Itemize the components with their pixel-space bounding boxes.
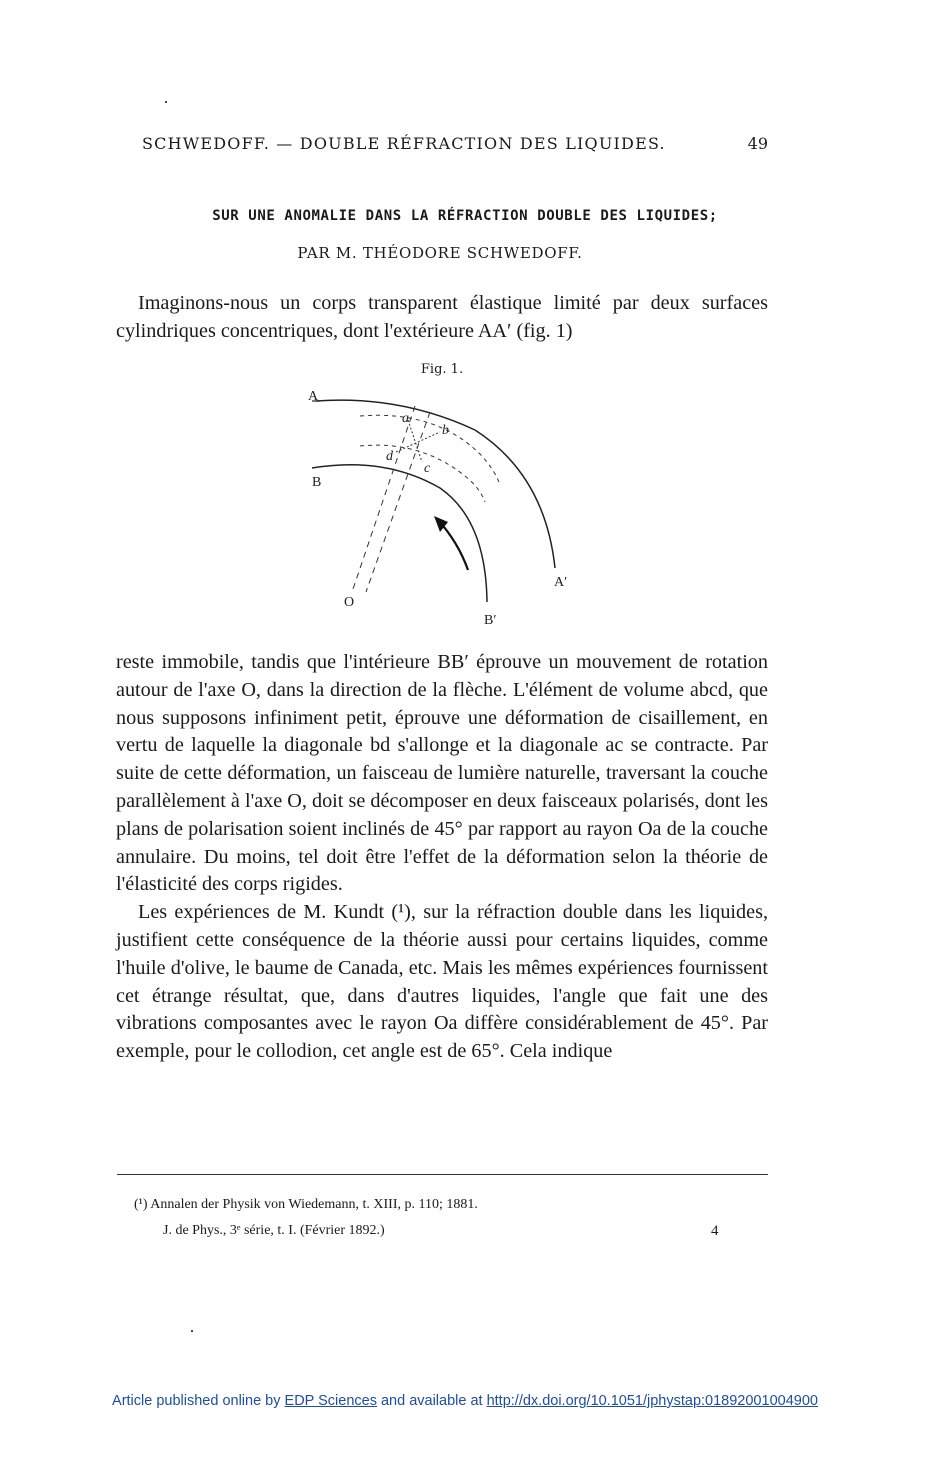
label-A-prime: A′ xyxy=(554,575,568,590)
publisher-middle: and available at xyxy=(380,1393,483,1409)
author-byline: PAR M. THÉODORE SCHWEDOFF. xyxy=(297,244,583,262)
footnote-rule xyxy=(117,1174,768,1175)
label-B: B xyxy=(312,475,322,490)
running-head xyxy=(142,134,782,153)
label-b: b xyxy=(442,423,449,438)
diagonal-ac xyxy=(408,420,422,462)
inner-cylinder-arc xyxy=(312,465,487,602)
footnote-1: (¹) Annalen der Physik von Wiedemann, t. XIII, p. 110; 1881. xyxy=(134,1197,478,1212)
dashed-arc-2 xyxy=(360,445,485,502)
paragraph-3: Les expériences de M. Kundt (¹), sur la réfraction double dans les liquides, justifient cette conséquence de la théorie aussi pour certains liquides, comme l'huile d'olive, le baume de Canada, etc. Mais les mêmes expériences fournissent cet étrange résultat, que, dans d'autres liquides, l'angle que fait une des vibrations composantes avec le rayon Oa diffère considérablement de 45°. Par exemple, pour le collodion, cet angle est de 65°. Cela indique xyxy=(116,901,768,1063)
journal-reference: J. de Phys., 3ᵉ série, t. I. (Février 1892.) xyxy=(163,1223,385,1238)
figure-caption: Fig. 1. xyxy=(420,362,464,377)
label-c: c xyxy=(424,461,431,476)
running-head-text: SCHWEDOFF. — DOUBLE RÉFRACTION DES LIQUIDES. xyxy=(142,134,666,153)
publisher-line xyxy=(0,1393,930,1409)
doi-link[interactable]: http://dx.doi.org/10.1051/jphystap:01892001004900 xyxy=(486,1393,818,1409)
outer-cylinder-arc xyxy=(316,400,555,568)
label-O: O xyxy=(344,595,355,610)
label-d: d xyxy=(386,449,393,464)
publisher-link[interactable]: EDP Sciences xyxy=(284,1393,377,1409)
scan-speck xyxy=(165,101,167,103)
figure-1-drawing xyxy=(290,380,610,630)
radial-line-1 xyxy=(352,406,415,592)
publisher-prefix: Article published online by xyxy=(112,1393,281,1409)
signature-mark: 4 xyxy=(711,1223,719,1239)
article-title: SUR UNE ANOMALIE DANS LA RÉFRACTION DOUBLE DES LIQUIDES; xyxy=(212,208,718,224)
paragraph-2: reste immobile, tandis que l'intérieure BB′ éprouve un mouvement de rotation autour de l'axe O, dans la direction de la flèche. L'élément de volume abcd, que nous supposons infiniment petit, éprouve une déformation de cisaillement, en vertu de laquelle la diagonale bd s'allonge et la diagonale ac se contracte. Par suite de cette déformation, un faisceau de lumière naturelle, traversant la couche parallèlement à l'axe O, doit se décomposer en deux faisceaux polarisés, dont les plans de polarisation soient inclinés de 45° par rapport au rayon Oa de la couche annulaire. Du moins, tel doit être l'effet de la déformation selon la théorie de l'élasticité des corps rigides. xyxy=(116,651,768,896)
scan-speck xyxy=(191,1330,193,1332)
figure-1 xyxy=(290,380,610,630)
label-A: A xyxy=(308,389,319,404)
page-number: 49 xyxy=(747,134,768,153)
label-a: a xyxy=(402,411,409,426)
radial-line-2 xyxy=(366,412,430,592)
label-B-prime: B′ xyxy=(484,613,497,628)
paragraph-1: Imaginons-nous un corps transparent élastique limité par deux surfaces cylindriques concentriques, dont l'extérieure AA′ (fig. 1) xyxy=(116,292,768,342)
body-continuation xyxy=(116,649,768,1066)
